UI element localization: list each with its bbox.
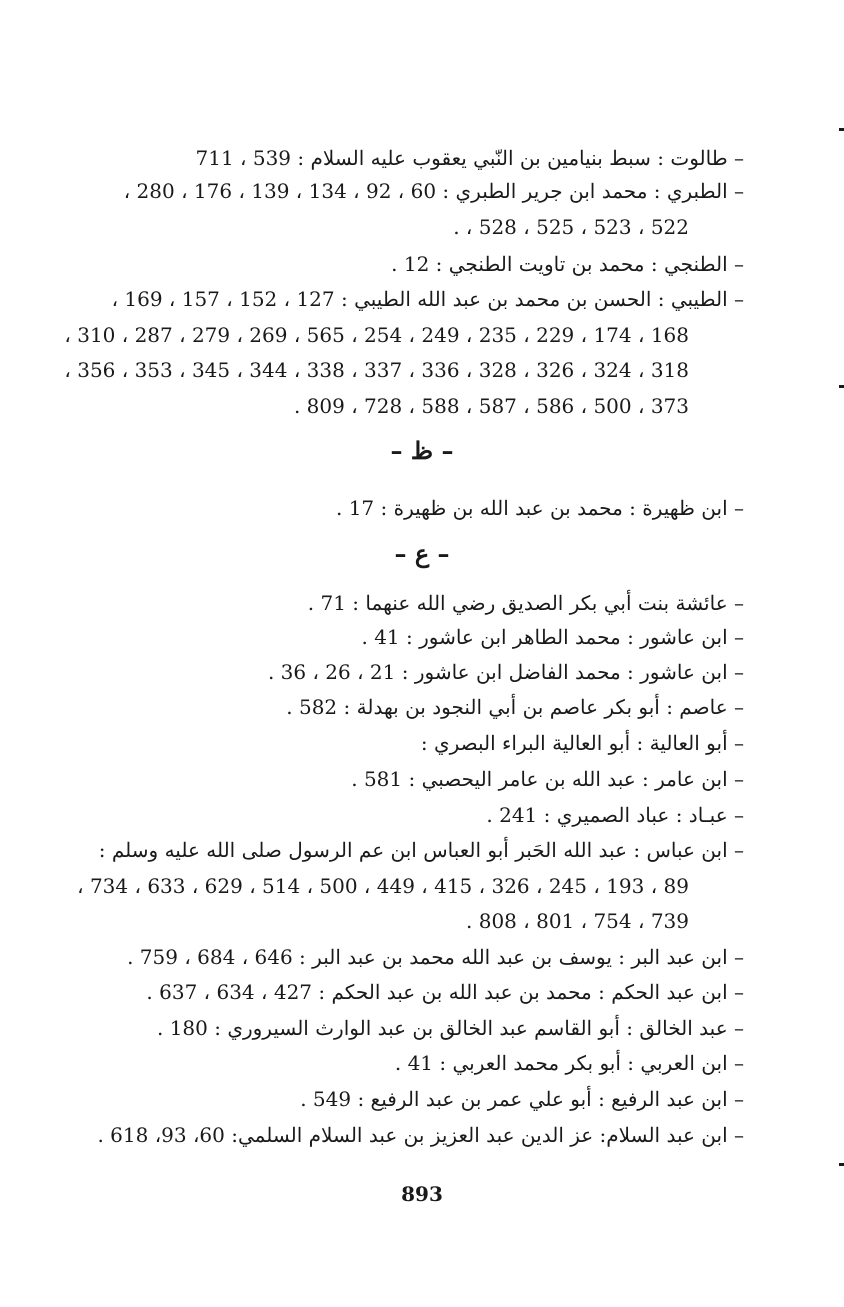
scan-edge-mark [839,128,844,131]
index-entry-abd-al-khaliq: – عبد الخالق : أبو القاسم عبد الخالق بن عبد الوارث السيروري : 180 . [156,1016,744,1040]
index-entry-ibn-al-arabi: – ابن العربي : أبو بكر محمد العربي : 41 . [394,1051,744,1075]
index-entry-continuation: 522 ، 523 ، 525 ، 528 ، . [453,215,689,239]
index-entry-ibn-abbas: – ابن عباس : عبد الله الحَبر أبو العباس ابن عم الرسول صلى الله عليه وسلم : [98,838,744,862]
index-entry-tanji: – الطنجي : محمد بن تاويت الطنجي : 12 . [391,252,744,276]
index-entry-tabari: – الطبري : محمد ابن جرير الطبري : 60 ، 92 ، 134 ، 139 ، 176 ، 280 ، [123,179,744,203]
index-entry-ibn-abd-al-hakam: – ابن عبد الحكم : محمد بن عبد الله بن عبد الحكم : 427 ، 634 ، 637 . [146,980,744,1004]
page-number: 893 [401,1182,443,1206]
index-entry-ibn-ashur-fadil: – ابن عاشور : محمد الفاضل ابن عاشور : 21 ، 26 ، 36 . [267,660,744,684]
section-heading-ain: – ع – [394,539,450,568]
index-entry-ibn-zahira: – ابن ظهيرة : محمد بن عبد الله بن ظهيرة : 17 . [335,496,744,520]
index-entry-abu-aliya: – أبو العالية : أبو العالية البراء البصري : [420,731,744,755]
index-entry-continuation: 318 ، 324 ، 326 ، 328 ، 336 ، 337 ، 338 ، 344 ، 345 ، 353 ، 356 ، [64,358,689,382]
scan-edge-mark [839,385,844,388]
index-entry-continuation: 168 ، 174 ، 229 ، 235 ، 249 ، 254 ، 565 ، 269 ، 279 ، 287 ، 310 ، [64,323,689,347]
index-entry-ibn-ashur-tahir: – ابن عاشور : محمد الطاهر ابن عاشور : 41 . [361,625,744,649]
index-entry-continuation: 89 ، 193 ، 245 ، 326 ، 415 ، 449 ، 500 ، 514 ، 629 ، 633 ، 734 ، [77,874,689,898]
index-entry-continuation: 739 ، 754 ، 801 ، 808 . [466,909,689,933]
index-entry-ibn-abd-al-barr: – ابن عبد البر : يوسف بن عبد الله محمد بن عبد البر : 646 ، 684 ، 759 . [127,945,744,969]
index-entry-talut: – طالوت : سبط بنيامين بن النّبي يعقوب عليه السلام : 539 ، 711 [195,146,744,170]
index-entry-aisha: – عائشة بنت أبي بكر الصديق رضي الله عنهما : 71 . [307,591,744,615]
index-entry-tibi: – الطيبي : الحسن بن محمد بن عبد الله الطيبي : 127 ، 152 ، 157 ، 169 ، [111,287,744,311]
index-entry-ibn-abd-al-rafi: – ابن عبد الرفيع : أبو علي عمر بن عبد الرفيع : 549 . [300,1087,744,1111]
section-heading-za: – ظ – [390,436,454,465]
index-entry-ibn-amir: – ابن عامر : عبد الله بن عامر اليحصبي : 581 . [351,767,744,791]
scan-edge-mark [839,1163,844,1166]
index-entry-ibn-abd-al-salam: – ابن عبد السلام: عز الدين عبد العزيز بن عبد السلام السلمي: 60، 93، 618 . [97,1123,744,1147]
index-entry-asim: – عاصم : أبو بكر عاصم بن أبي النجود بن بهدلة : 582 . [286,695,744,719]
index-entry-continuation: 373 ، 500 ، 586 ، 587 ، 588 ، 728 ، 809 . [293,394,689,418]
index-entry-abbad: – عبـاد : عباد الصميري : 241 . [486,803,744,827]
